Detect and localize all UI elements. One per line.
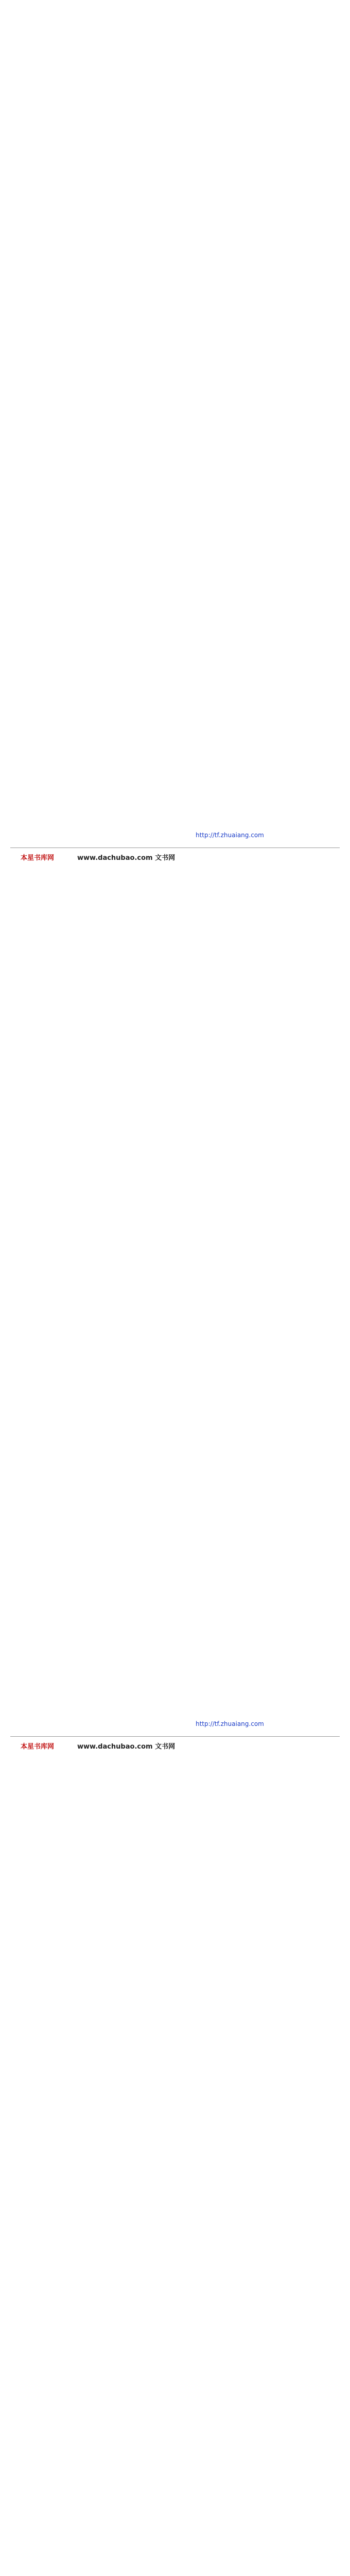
page-1-text-lower [16, 443, 329, 819]
footer-url-link[interactable]: http://tf.zhuaiang.com [196, 1720, 264, 1727]
page-3-text-lower [16, 2200, 329, 2576]
footer-url-link[interactable]: http://tf.zhuaiang.com [196, 832, 264, 839]
divider [10, 1736, 340, 1737]
stamp-site-link[interactable]: www.dachubao.com 文书网 [77, 854, 176, 862]
page-2 [0, 889, 350, 1775]
page-3-text-upper [16, 1784, 329, 2196]
stamp-logo[interactable]: 本星书库网 [21, 1743, 55, 1751]
stamp-logo[interactable]: 本星书库网 [21, 854, 55, 862]
stamp-site-link[interactable]: www.dachubao.com 文书网 [77, 1743, 176, 1751]
site-stamp [0, 850, 350, 882]
page-3 [0, 1777, 350, 2576]
page-footer [0, 1718, 350, 1730]
site-stamp [0, 1739, 350, 1771]
page-2-text-lower [16, 1301, 329, 1703]
page-1 [0, 0, 350, 886]
page-2-text-upper [16, 895, 329, 1297]
page-footer [0, 829, 350, 841]
page-1-text-upper [16, 6, 329, 434]
